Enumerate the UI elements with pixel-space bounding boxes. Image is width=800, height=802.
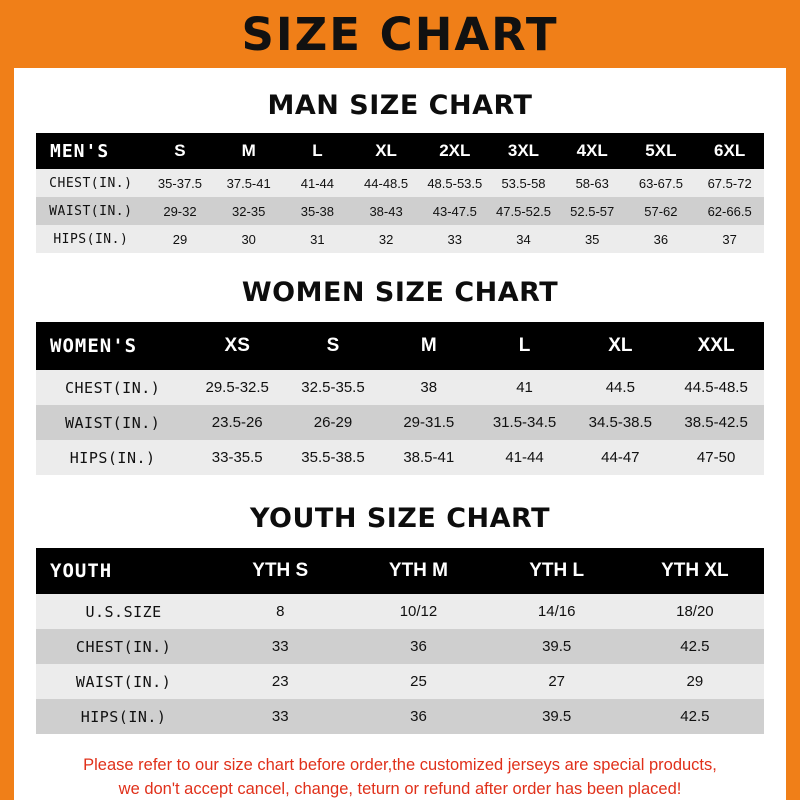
banner bbox=[0, 0, 800, 68]
men-table-head bbox=[36, 133, 764, 169]
table-cell: 35 bbox=[584, 231, 600, 247]
table-cell: 36 bbox=[653, 231, 669, 247]
table-cell: 32.5-35.5 bbox=[301, 379, 365, 396]
youth-size-table bbox=[36, 548, 764, 734]
men-table-body bbox=[36, 169, 764, 253]
table-cell: 36 bbox=[410, 708, 427, 725]
women-header-s: S bbox=[285, 322, 381, 370]
table-cell: 18/20 bbox=[676, 603, 714, 620]
table-row bbox=[36, 629, 764, 664]
youth-header-yth-s: YTH S bbox=[211, 548, 349, 594]
table-cell: 32 bbox=[378, 231, 394, 247]
women-row-label: HIPS(IN.) bbox=[69, 448, 156, 467]
table-cell: 38.5-41 bbox=[403, 449, 455, 466]
table-cell: 31 bbox=[310, 231, 325, 247]
youth-header-yth-l: YTH L bbox=[488, 548, 626, 594]
table-cell: 52.5-57 bbox=[570, 203, 615, 219]
men-header-4xl: 4XL bbox=[558, 133, 627, 169]
table-cell: 23.5-26 bbox=[211, 414, 263, 431]
youth-header-yth-xl: YTH XL bbox=[626, 548, 764, 594]
men-header-3xl: 3XL bbox=[489, 133, 558, 169]
table-cell: 31.5-34.5 bbox=[492, 414, 557, 431]
men-header-label: MEN'S bbox=[36, 133, 146, 169]
men-row-label: HIPS(IN.) bbox=[53, 231, 129, 247]
youth-row-label: WAIST(IN.) bbox=[75, 672, 172, 691]
women-header-row bbox=[36, 322, 764, 370]
table-cell: 25 bbox=[410, 673, 427, 690]
table-cell: 26-29 bbox=[313, 414, 353, 431]
women-header-xl: XL bbox=[572, 322, 668, 370]
table-row bbox=[36, 664, 764, 699]
men-row-label: WAIST(IN.) bbox=[49, 203, 133, 219]
table-cell: 10/12 bbox=[399, 603, 438, 620]
table-cell: 39.5 bbox=[542, 638, 572, 655]
table-cell: 42.5 bbox=[680, 708, 710, 725]
table-cell: 47-50 bbox=[696, 449, 736, 466]
table-cell: 29 bbox=[172, 231, 188, 247]
table-cell: 33-35.5 bbox=[211, 449, 263, 466]
table-cell: 44.5 bbox=[605, 379, 635, 396]
women-section-title: WOMEN SIZE CHART bbox=[241, 277, 559, 308]
order-notice bbox=[36, 754, 764, 802]
table-cell: 37 bbox=[722, 231, 737, 247]
table-cell: 32-35 bbox=[232, 203, 266, 219]
man-section-title: MAN SIZE CHART bbox=[267, 90, 533, 121]
table-cell: 29.5-32.5 bbox=[205, 379, 269, 396]
table-row bbox=[36, 370, 764, 405]
table-cell: 42.5 bbox=[680, 638, 710, 655]
table-cell: 33 bbox=[271, 708, 289, 725]
youth-row-label: HIPS(IN.) bbox=[80, 707, 167, 726]
table-cell: 35.5-38.5 bbox=[301, 449, 365, 466]
youth-table-head bbox=[36, 548, 764, 594]
table-cell: 33 bbox=[271, 638, 289, 655]
table-cell: 41 bbox=[516, 379, 533, 396]
table-cell: 53.5-58 bbox=[501, 175, 546, 191]
table-cell: 67.5-72 bbox=[707, 175, 752, 191]
table-cell: 29 bbox=[686, 673, 704, 690]
table-cell: 47.5-52.5 bbox=[496, 203, 551, 219]
table-cell: 34.5-38.5 bbox=[588, 414, 653, 431]
table-cell: 44-48.5 bbox=[364, 175, 409, 191]
table-row bbox=[36, 169, 764, 197]
women-header-label: WOMEN'S bbox=[36, 322, 189, 370]
table-cell: 34 bbox=[516, 231, 531, 247]
table-cell: 14/16 bbox=[537, 603, 576, 620]
women-size-table bbox=[36, 322, 764, 475]
table-cell: 38-43 bbox=[369, 203, 403, 219]
men-header-s: S bbox=[146, 133, 215, 169]
table-cell: 44.5-48.5 bbox=[684, 379, 748, 396]
order-notice-line-2: we don't accept cancel, change, teturn or refund after order has been placed! bbox=[118, 779, 682, 798]
men-header-6xl: 6XL bbox=[695, 133, 764, 169]
men-row-label: CHEST(IN.) bbox=[49, 175, 133, 191]
table-cell: 41-44 bbox=[505, 449, 544, 466]
table-cell: 63-67.5 bbox=[638, 175, 683, 191]
table-cell: 58-63 bbox=[575, 175, 609, 191]
youth-row-label: U.S.SIZE bbox=[85, 602, 162, 621]
order-notice-line-1: Please refer to our size chart before order,the customized jerseys are special products, bbox=[83, 756, 717, 774]
men-header-l: L bbox=[283, 133, 352, 169]
table-cell: 33 bbox=[447, 231, 463, 247]
youth-section-title: YOUTH SIZE CHART bbox=[249, 503, 551, 534]
table-cell: 38.5-42.5 bbox=[684, 414, 748, 431]
women-header-xxl: XXL bbox=[668, 322, 764, 370]
men-size-table bbox=[36, 133, 764, 253]
youth-table-body bbox=[36, 594, 764, 734]
table-cell: 8 bbox=[276, 603, 285, 620]
table-row bbox=[36, 197, 764, 225]
content bbox=[14, 90, 786, 802]
women-table-body bbox=[36, 370, 764, 475]
men-header-xl: XL bbox=[352, 133, 421, 169]
table-cell: 30 bbox=[241, 231, 256, 247]
women-header-l: L bbox=[477, 322, 573, 370]
table-cell: 62-66.5 bbox=[707, 203, 752, 219]
men-header-5xl: 5XL bbox=[627, 133, 696, 169]
table-cell: 35-38 bbox=[300, 203, 334, 219]
table-cell: 37.5-41 bbox=[226, 175, 271, 191]
youth-header-yth-m: YTH M bbox=[349, 548, 487, 594]
table-cell: 44-47 bbox=[601, 449, 640, 466]
women-row-label: CHEST(IN.) bbox=[65, 378, 161, 397]
men-header-2xl: 2XL bbox=[420, 133, 489, 169]
table-cell: 48.5-53.5 bbox=[427, 175, 483, 191]
table-cell: 36 bbox=[410, 638, 427, 655]
table-cell: 43-47.5 bbox=[432, 203, 477, 219]
men-header-row bbox=[36, 133, 764, 169]
table-cell: 29-31.5 bbox=[403, 414, 455, 431]
table-cell: 27 bbox=[548, 673, 565, 690]
women-header-xs: XS bbox=[189, 322, 285, 370]
table-cell: 23 bbox=[271, 673, 289, 690]
youth-header-row bbox=[36, 548, 764, 594]
table-row bbox=[36, 699, 764, 734]
table-cell: 41-44 bbox=[300, 175, 334, 191]
women-header-m: M bbox=[381, 322, 477, 370]
banner-title: SIZE CHART bbox=[241, 7, 559, 61]
table-row bbox=[36, 594, 764, 629]
table-row bbox=[36, 440, 764, 475]
table-cell: 35-37.5 bbox=[157, 175, 203, 191]
table-row bbox=[36, 405, 764, 440]
table-row bbox=[36, 225, 764, 253]
table-cell: 38 bbox=[420, 379, 438, 396]
table-cell: 29-32 bbox=[163, 203, 197, 219]
table-cell: 57-62 bbox=[644, 203, 678, 219]
youth-header-label: YOUTH bbox=[36, 548, 211, 594]
women-row-label: WAIST(IN.) bbox=[65, 413, 161, 432]
women-table-head bbox=[36, 322, 764, 370]
youth-row-label: CHEST(IN.) bbox=[75, 637, 172, 656]
men-header-m: M bbox=[214, 133, 283, 169]
table-cell: 39.5 bbox=[542, 708, 572, 725]
